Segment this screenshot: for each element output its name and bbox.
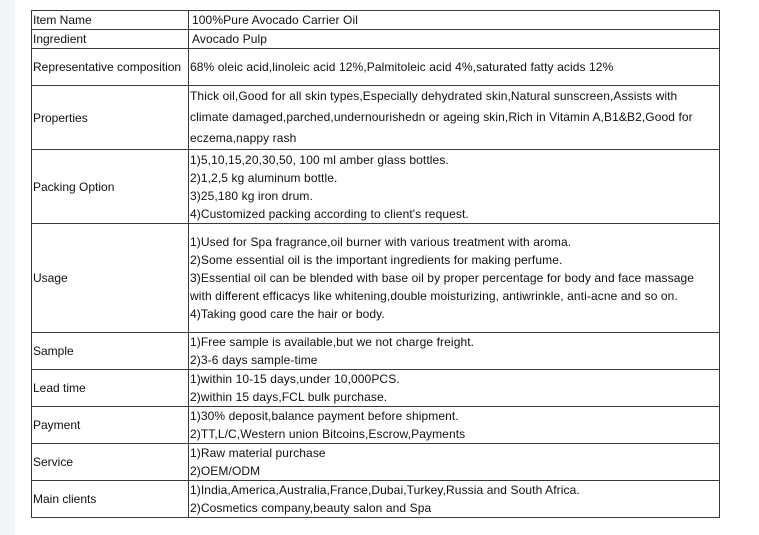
- value-line: 2)3-6 days sample-time: [190, 353, 318, 367]
- table-row: [32, 370, 720, 407]
- row-label: Packing Option: [32, 150, 189, 224]
- row-value: [189, 333, 720, 370]
- value-line: Avocado Pulp: [192, 32, 268, 46]
- row-value: [189, 150, 720, 224]
- value-line: 3)Essential oil can be blended with base oil by proper percentage for body and face massage with different efficacys like whitening,double moisturizing, antiwrinkle, anti-acne and so on.: [190, 271, 695, 303]
- value-line: 3)25,180 kg iron drum.: [190, 188, 313, 203]
- row-value: [189, 30, 720, 49]
- row-value: [189, 86, 720, 150]
- value-line: 1)Raw material purchase: [190, 446, 326, 460]
- value-line: 4)Customized packing according to client's request.: [190, 206, 469, 221]
- row-label: Sample: [32, 333, 189, 370]
- row-label: Service: [32, 444, 189, 481]
- value-line: 1)30% deposit,balance payment before shipment.: [190, 409, 459, 423]
- table-row: [32, 11, 720, 30]
- value-line: 2)Cosmetics company,beauty salon and Spa: [190, 501, 432, 515]
- table-row: [32, 150, 720, 224]
- row-label: Item Name: [32, 11, 189, 30]
- value-line: 1)5,10,15,20,30,50, 100 ml amber glass bottles.: [190, 152, 449, 167]
- value-line: 2)within 15 days,FCL bulk purchase.: [190, 390, 388, 404]
- value-line: 2)TT,L/C,Western union Bitcoins,Escrow,Payments: [190, 427, 466, 441]
- row-value: [189, 11, 720, 30]
- value-line: 2)Some essential oil is the important ingredients for making perfume.: [190, 253, 563, 267]
- row-label: Usage: [32, 224, 189, 333]
- value-line: Thick oil,Good for all skin types,Especially dehydrated skin,Natural sunscreen,Assists with climate damaged,parched,undernourishedn or ageing skin,Rich in Vitamin A,B1&B2,Good for eczema,nappy rash: [190, 89, 693, 145]
- value-line: 1)Free sample is available,but we not charge freight.: [190, 335, 475, 349]
- table-row: [32, 444, 720, 481]
- row-value: [189, 224, 720, 333]
- table-row: [32, 224, 720, 333]
- value-line: 2)OEM/ODM: [190, 464, 261, 478]
- value-line: 2)1,2,5 kg aluminum bottle.: [190, 170, 338, 185]
- table-row: [32, 333, 720, 370]
- value-line: 1)Used for Spa fragrance,oil burner with various treatment with aroma.: [190, 235, 572, 249]
- product-spec-table: [31, 10, 720, 518]
- row-label: Main clients: [32, 481, 189, 518]
- value-line: 1)India,America,Australia,France,Dubai,Turkey,Russia and South Africa.: [190, 483, 580, 497]
- value-line: 100%Pure Avocado Carrier Oil: [192, 13, 358, 27]
- row-label: Properties: [32, 86, 189, 150]
- table-row: [32, 49, 720, 86]
- row-value: [189, 407, 720, 444]
- row-label: Representative composition: [32, 49, 189, 86]
- page-left-margin: [0, 0, 15, 535]
- table-row: [32, 407, 720, 444]
- row-value: [189, 370, 720, 407]
- row-label: Lead time: [32, 370, 189, 407]
- value-line: 1)within 10-15 days,under 10,000PCS.: [190, 372, 400, 386]
- table-row: [32, 481, 720, 518]
- row-value: [189, 49, 720, 86]
- row-label: Ingredient: [32, 30, 189, 49]
- row-value: [189, 481, 720, 518]
- value-line: 68% oleic acid,linoleic acid 12%,Palmitoleic acid 4%,saturated fatty acids 12%: [190, 60, 614, 74]
- table-row: [32, 30, 720, 49]
- row-label: Payment: [32, 407, 189, 444]
- table-row: [32, 86, 720, 150]
- value-line: 4)Taking good care the hair or body.: [190, 307, 385, 321]
- row-value: [189, 444, 720, 481]
